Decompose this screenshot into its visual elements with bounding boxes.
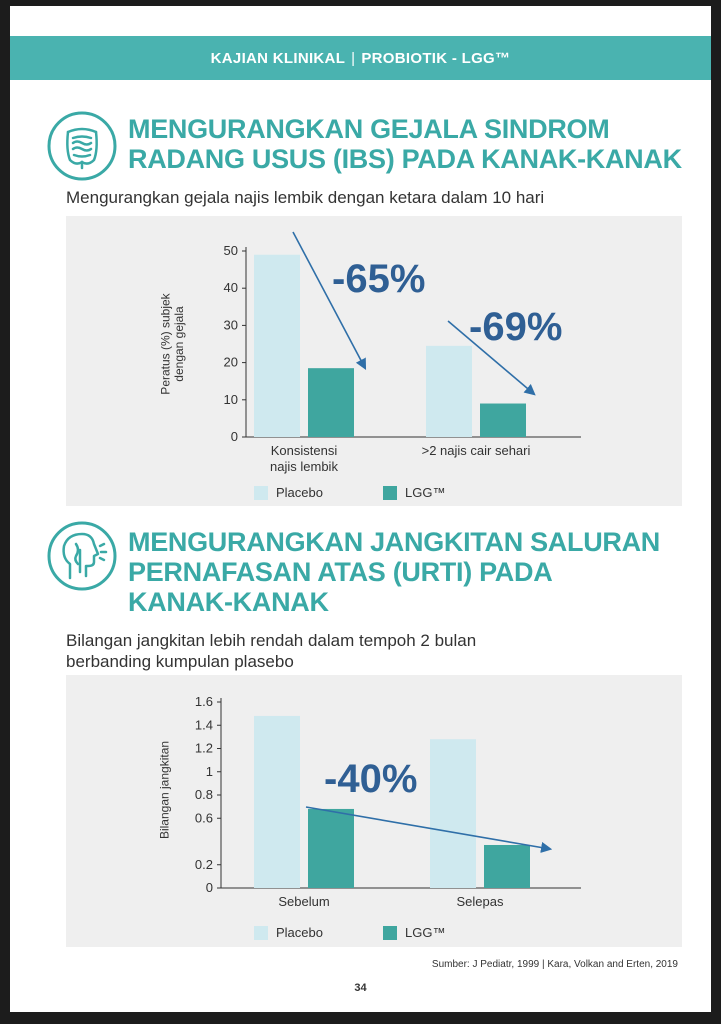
category-label: najis lembik	[270, 459, 338, 474]
y-tick-label: 1.4	[194, 717, 213, 733]
intestine-icon	[46, 110, 118, 182]
section2-title-line3: KANAK-KANAK	[128, 587, 329, 617]
y-tick-label: 0.8	[194, 787, 213, 802]
y-tick-label: 10	[223, 391, 238, 407]
bar-placebo	[254, 255, 300, 437]
y-axis-label	[159, 292, 186, 394]
section1-title-line2: RADANG USUS (IBS) PADA KANAK-KANAK	[128, 144, 682, 174]
section2-title	[128, 527, 660, 617]
bar-lgg	[308, 368, 354, 437]
category-label: Sebelum	[278, 894, 330, 909]
legend2-label-placebo: Placebo	[276, 925, 323, 940]
legend-label-placebo: Placebo	[276, 485, 323, 500]
section2-title-line2: PERNAFASAN ATAS (URTI) PADA	[128, 557, 553, 587]
y-tick-label: 0	[230, 429, 238, 444]
legend2-label-lgg: LGG™	[404, 925, 446, 940]
section2-subtitle-line2: berbanding kumpulan plasebo	[66, 652, 294, 671]
category-label: >2 najis cair sehari	[421, 443, 531, 458]
reduction-percent: -69%	[469, 305, 563, 349]
reduction-percent: -40%	[324, 757, 418, 801]
header-left: KAJIAN KLINIKAL	[210, 49, 346, 67]
chart2-legend	[254, 925, 505, 940]
y-tick-label: 1.2	[194, 740, 213, 756]
legend-label-lgg: LGG™	[404, 485, 446, 500]
y-tick-label: 0	[205, 880, 213, 895]
header-band	[10, 36, 711, 80]
legend-item-placebo	[254, 485, 323, 500]
y-axis-label	[158, 741, 172, 839]
legend2-item-placebo	[254, 925, 323, 940]
header-separator: |	[351, 49, 356, 67]
y-tick-label: 50	[223, 243, 238, 258]
bar-placebo	[426, 346, 472, 437]
y-axis-label-line1: Bilangan jangkitan	[157, 740, 172, 840]
category-label: Konsistensi	[270, 443, 338, 458]
y-tick-label: 40	[223, 280, 238, 296]
bar-lgg	[480, 404, 526, 437]
bar-placebo	[254, 716, 300, 888]
chart1	[66, 216, 682, 506]
header-right: PROBIOTIK - LGG™	[361, 49, 511, 67]
category-label: Selepas	[456, 894, 504, 909]
chart2-panel	[66, 675, 682, 947]
bar-lgg	[308, 809, 354, 888]
y-tick-label: 0.6	[194, 810, 213, 826]
legend-swatch-placebo	[254, 486, 268, 500]
section1-title	[128, 114, 682, 174]
legend2-swatch-lgg	[383, 926, 397, 940]
bar-placebo	[430, 739, 476, 888]
bar-lgg	[484, 845, 530, 888]
legend-swatch-lgg	[383, 486, 397, 500]
y-axis-label-line2: dengan gejala	[171, 306, 186, 382]
chart2	[66, 675, 682, 947]
section2-subtitle-line1: Bilangan jangkitan lebih rendah dalam tempoh 2 bulan	[66, 631, 477, 650]
respiratory-head-icon	[46, 520, 118, 592]
legend2-item-lgg	[383, 925, 445, 940]
section1-subtitle: Mengurangkan gejala najis lembik dengan ketara dalam 10 hari	[66, 188, 545, 207]
legend2-swatch-placebo	[254, 926, 268, 940]
y-tick-label: 0.2	[194, 856, 213, 872]
y-tick-label: 1	[205, 763, 213, 779]
page	[10, 6, 711, 1012]
y-tick-label: 1.6	[194, 694, 213, 709]
legend-item-lgg	[383, 485, 445, 500]
source-citation: Sumber: J Pediatr, 1999 | Kara, Volkan and Erten, 2019	[431, 959, 678, 970]
page-number: 34	[354, 982, 367, 994]
reduction-percent: -65%	[332, 257, 426, 301]
y-tick-label: 20	[223, 354, 238, 370]
section2-subtitle	[66, 630, 476, 672]
y-tick-label: 30	[223, 317, 238, 333]
chart1-legend	[254, 485, 505, 500]
chart1-panel	[66, 216, 682, 506]
section1-title-line1: MENGURANGKAN GEJALA SINDROM	[128, 114, 610, 144]
section2-title-line1: MENGURANGKAN JANGKITAN SALURAN	[128, 527, 660, 557]
y-axis-label-line1: Peratus (%) subjek	[158, 293, 173, 395]
